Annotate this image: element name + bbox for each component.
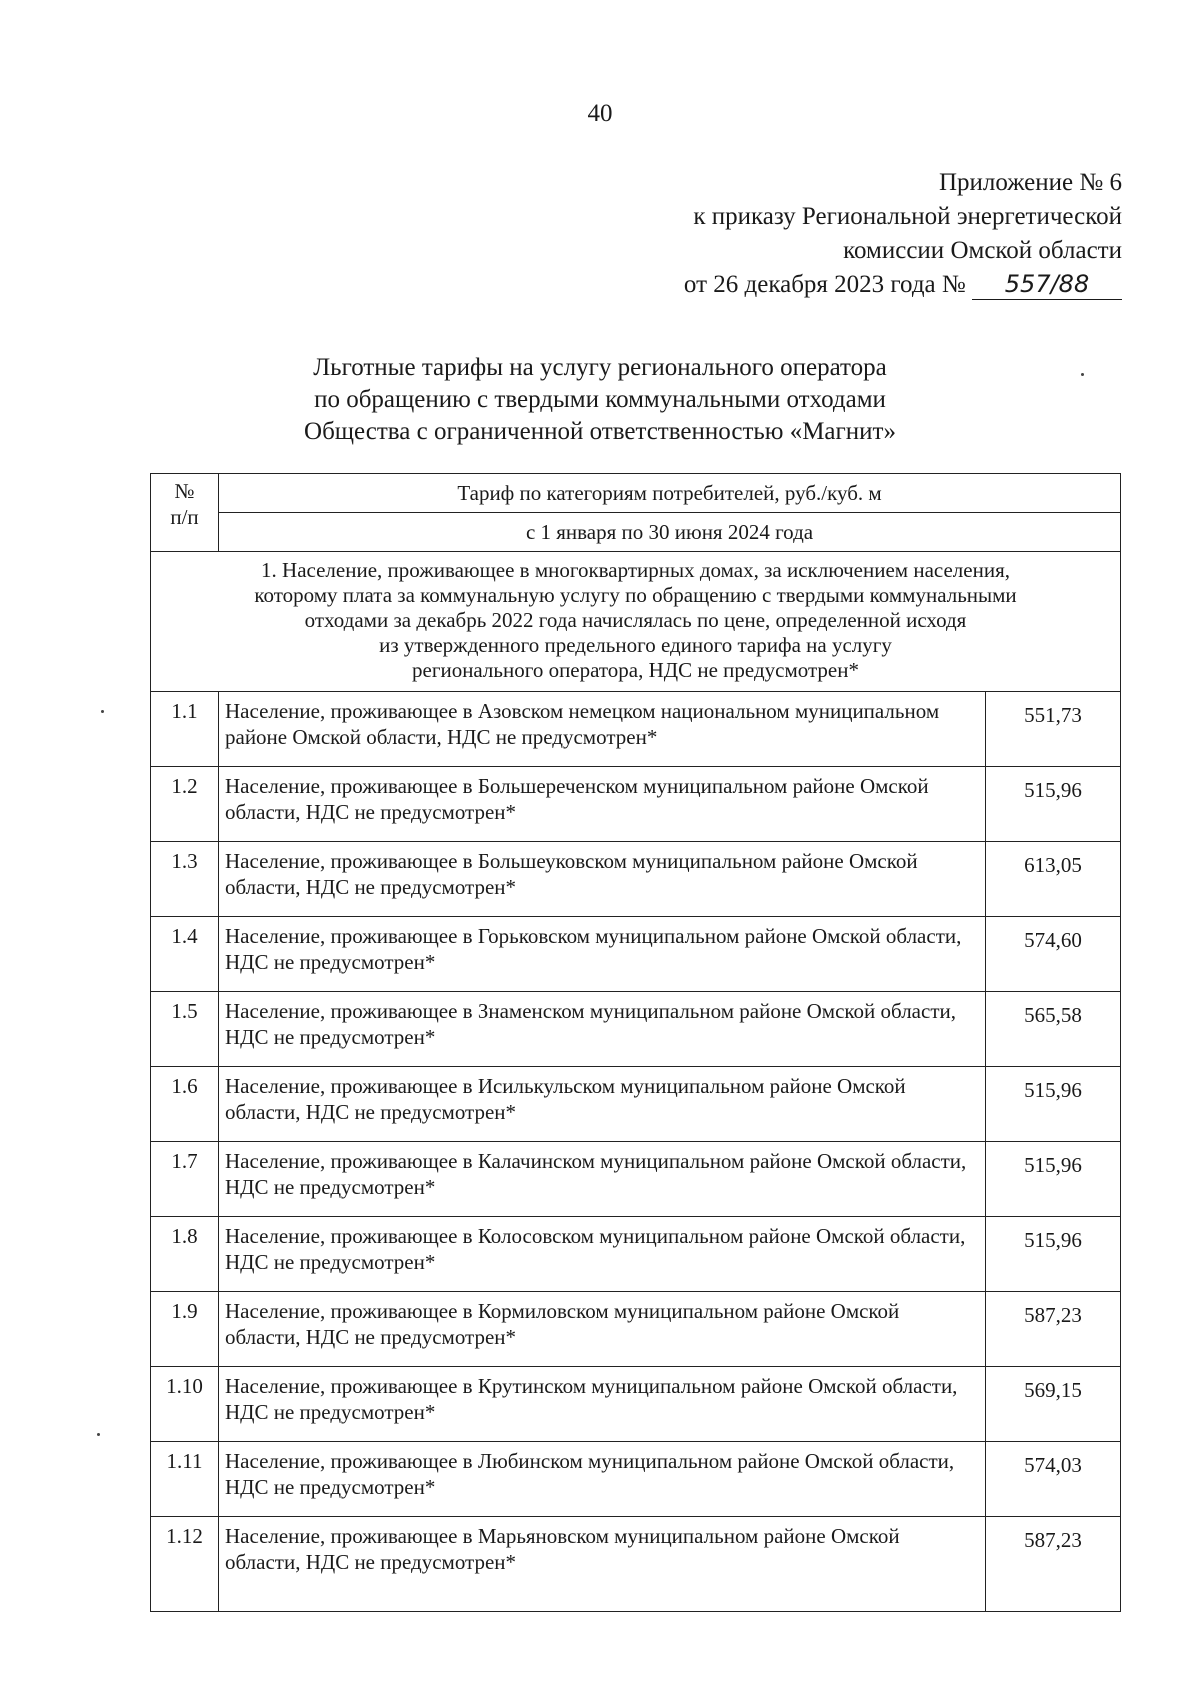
row-description: Население, проживающее в Любинском муниципальном районе Омской области, НДС не предусмотрен* (219, 1442, 986, 1517)
section-row (151, 552, 1121, 692)
row-number: 1.11 (151, 1442, 219, 1517)
row-number: 1.6 (151, 1067, 219, 1142)
header-period-row (151, 513, 1121, 552)
table-row (151, 992, 1121, 1067)
appendix-block (684, 166, 1122, 302)
header-row (151, 474, 1121, 513)
section-line-3: отходами за декабрь 2022 года начислялась по цене, определенной исходя (304, 608, 967, 632)
row-tariff-value: 587,23 (986, 1292, 1121, 1367)
row-number: 1.10 (151, 1367, 219, 1442)
row-description: Население, проживающее в Большереченском муниципальном районе Омской области, НДС не предусмотрен* (219, 767, 986, 842)
row-tariff-value: 587,23 (986, 1517, 1121, 1612)
appendix-commission: комиссии Омской области (843, 237, 1122, 264)
table-row (151, 842, 1121, 917)
row-description: Население, проживающее в Крутинском муниципальном районе Омской области, НДС не предусмотрен* (219, 1367, 986, 1442)
row-description: Население, проживающее в Колосовском муниципальном районе Омской области, НДС не предусмотрен* (219, 1217, 986, 1292)
table-row (151, 1142, 1121, 1217)
row-tariff-value: 515,96 (986, 767, 1121, 842)
row-number: 1.2 (151, 767, 219, 842)
row-description: Население, проживающее в Калачинском муниципальном районе Омской области, НДС не предусмотрен* (219, 1142, 986, 1217)
row-tariff-value: 569,15 (986, 1367, 1121, 1442)
page-number: 40 (587, 100, 613, 127)
row-description: Население, проживающее в Азовском немецком национальном муниципальном районе Омской области, НДС не предусмотрен* (219, 692, 986, 767)
row-number: 1.5 (151, 992, 219, 1067)
header-number-abbrev: п/п (170, 505, 199, 529)
row-number: 1.12 (151, 1517, 219, 1612)
handwritten-order-number: 557/88 (972, 269, 1122, 300)
row-description: Население, проживающее в Марьяновском муниципальном районе Омской области, НДС не предусмотрен* (219, 1517, 986, 1612)
table-row (151, 917, 1121, 992)
row-description: Население, проживающее в Большеуковском муниципальном районе Омской области, НДС не предусмотрен* (219, 842, 986, 917)
row-number: 1.3 (151, 842, 219, 917)
scan-speck (1081, 373, 1084, 376)
section-line-4: из утвержденного предельного единого тарифа на услугу (379, 633, 892, 657)
row-tariff-value: 574,03 (986, 1442, 1121, 1517)
section-line-2: которому плата за коммунальную услугу по обращению с твердыми коммунальными (254, 583, 1017, 607)
row-description: Население, проживающее в Кормиловском муниципальном районе Омской области, НДС не предусмотрен* (219, 1292, 986, 1367)
row-tariff-value: 515,96 (986, 1142, 1121, 1217)
header-number-cell (151, 474, 219, 552)
table-row (151, 692, 1121, 767)
document-title (0, 352, 1200, 448)
header-number-sign: № (174, 479, 195, 503)
appendix-date-line (684, 268, 1122, 302)
title-line-3: Общества с ограниченной ответственностью «Магнит» (304, 418, 896, 445)
section-line-1: 1. Население, проживающее в многоквартирных домах, за исключением населения, (261, 558, 1010, 582)
header-tariff-label: Тариф по категориям потребителей, руб./куб. м (219, 474, 1121, 513)
row-number: 1.1 (151, 692, 219, 767)
table-row (151, 1217, 1121, 1292)
table-row (151, 767, 1121, 842)
row-tariff-value: 515,96 (986, 1067, 1121, 1142)
row-tariff-value: 551,73 (986, 692, 1121, 767)
row-description: Население, проживающее в Исилькульском муниципальном районе Омской области, НДС не предусмотрен* (219, 1067, 986, 1142)
appendix-order-reference: к приказу Региональной энергетической (693, 203, 1122, 230)
row-tariff-value: 515,96 (986, 1217, 1121, 1292)
title-line-2: по обращению с твердыми коммунальными отходами (314, 386, 886, 413)
row-number: 1.8 (151, 1217, 219, 1292)
title-line-1: Льготные тарифы на услугу регионального оператора (313, 354, 887, 381)
row-tariff-value: 565,58 (986, 992, 1121, 1067)
row-number: 1.7 (151, 1142, 219, 1217)
header-period: с 1 января по 30 июня 2024 года (219, 513, 1121, 552)
table-row (151, 1067, 1121, 1142)
section-line-5: регионального оператора, НДС не предусмотрен* (412, 658, 859, 682)
appendix-date: от 26 декабря 2023 года № (683, 271, 966, 298)
row-tariff-value: 613,05 (986, 842, 1121, 917)
scan-speck (101, 710, 104, 713)
table-row (151, 1442, 1121, 1517)
section-heading (151, 552, 1121, 692)
appendix-title: Приложение № 6 (938, 169, 1122, 196)
row-tariff-value: 574,60 (986, 917, 1121, 992)
tariff-table (150, 473, 1121, 1612)
table-row (151, 1367, 1121, 1442)
row-description: Население, проживающее в Знаменском муниципальном районе Омской области, НДС не предусмотрен* (219, 992, 986, 1067)
table-row (151, 1517, 1121, 1612)
row-description: Население, проживающее в Горьковском муниципальном районе Омской области, НДС не предусмотрен* (219, 917, 986, 992)
scan-speck (97, 1433, 100, 1436)
row-number: 1.4 (151, 917, 219, 992)
row-number: 1.9 (151, 1292, 219, 1367)
table-row (151, 1292, 1121, 1367)
